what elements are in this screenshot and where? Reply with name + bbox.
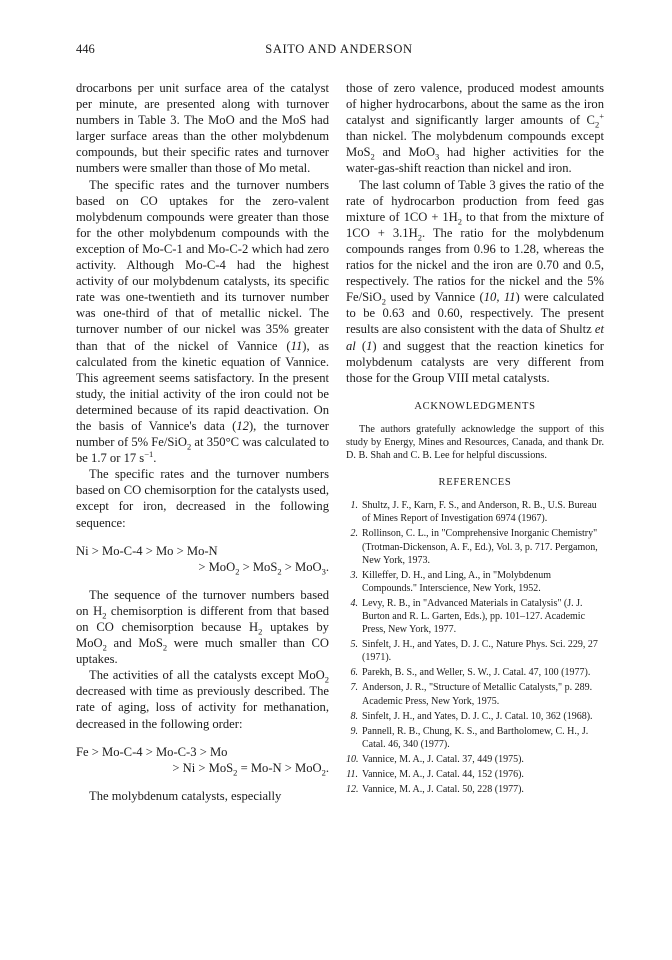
reference-item — [346, 569, 604, 595]
citation: 12 — [236, 418, 249, 433]
paragraph: The specific rates and the turnover numbers based on CO uptakes for the zero-valent molybdenum compounds were greater than those for the other molybdenum compounds with the exception of Mo-C-1 and Mo-C-2 which had zero activity. Although Mo-C-4 had the highest activity of our molybdenum catalysts, its specific rate was one-twentieth and its turnover number was one-third of that of metallic nickel. The turnover number of our nickel was 35% greater than that of the nickel of Vannice (11), as calculated from the kinetic equation of Vannice. This agreement seems satisfactory. In the present study, the initial activity of the iron could not be determined because of its rapid deactivation. On the basis of Vannice's data (12), the turnover number of 5% Fe/SiO$_2$ at 350°C was calculated to be 1.7 or 17 $s^{-1}$. — [76, 177, 330, 466]
paragraph: drocarbons per unit surface area of the catalyst per minute, are presented along with turnover numbers in Table 3. The MoO and the MoS had larger surface areas than the other molybdenum compounds, but their specific rates and turnover numbers were smaller than those of Mo metal. — [76, 81, 329, 176]
reference-number: 9. — [350, 725, 358, 737]
reference-text: Levy, R. B., in "Advanced Materials in Catalysis" (J. J. Burton and R. L. Garten, Eds.), pp. 101–127. Academic Press, New York, 1977. — [362, 597, 586, 636]
reference-item — [346, 638, 604, 664]
reference-text: Vannice, M. A., J. Catal. 50, 228 (1977). — [362, 784, 524, 796]
reference-item — [346, 499, 604, 525]
references-heading: REFERENCES — [438, 477, 512, 489]
citation: 1 — [366, 338, 373, 353]
reference-number: 10. — [346, 753, 359, 765]
reference-text: Pannell, R. B., Chung, K. S., and Bartholomew, C. H., J. Catal. 46, 340 (1977). — [362, 725, 589, 750]
reference-number: 3. — [350, 569, 358, 581]
reference-number: 1. — [350, 500, 358, 512]
reference-number: 11. — [346, 769, 358, 781]
reference-item — [346, 768, 604, 781]
paragraph: those of zero valence, produced modest amounts of higher hydrocarbons, about the same as the iron catalyst and significantly larger amounts of $C_2^+$ than nickel. The molybdenum compounds except MoS$_2$ and MoO$_3$ had higher activities for the water-gas-shift reaction than nickel and iron. — [346, 81, 604, 176]
references-list — [346, 499, 604, 796]
reference-item — [346, 783, 604, 796]
citation: 11 — [290, 338, 303, 353]
sequence-equation: Ni > Mo-C-4 > Mo > Mo-N > MoO$_2$ > MoS$_2$ > MoO$_3$. — [76, 543, 329, 577]
reference-number: 5. — [350, 639, 358, 651]
reference-item — [346, 527, 604, 566]
reference-text: Shultz, J. F., Karn, F. S., and Anderson, R. B., U.S. Bureau of Mines Report of Investigation 6974 (1967). — [362, 500, 597, 525]
reference-number: 7. — [350, 682, 358, 694]
reference-item — [346, 666, 604, 679]
reference-text: Rollinson, C. L., in "Comprehensive Inorganic Chemistry" (Trotman-Dickenson, A. F., Ed.), Vol. 3, p. 717. Pergamon, New York, 1973. — [362, 528, 598, 566]
reference-number: 2. — [350, 528, 358, 540]
reference-number: 8. — [350, 710, 358, 722]
reference-item — [346, 681, 604, 707]
paragraph: The sequence of the turnover numbers based on $H_2$ chemisorption is different from that based on CO chemisorption because $H_2$ uptakes by MoO$_2$ and MoS$_2$ were much smaller than CO uptakes. — [76, 587, 330, 667]
paragraph: The molybdenum catalysts, especially — [89, 788, 282, 803]
reference-text: Vannice, M. A., J. Catal. 37, 449 (1975). — [362, 753, 524, 765]
reference-item — [346, 753, 604, 766]
reference-number: 4. — [350, 597, 358, 609]
right-column — [346, 80, 604, 798]
running-head: SAITO AND ANDERSON — [265, 42, 413, 56]
citation: 10, 11 — [483, 290, 516, 305]
reference-number: 6. — [350, 667, 358, 679]
reference-item — [346, 710, 604, 723]
page-number: 446 — [76, 42, 95, 56]
paragraph: The last column of Table 3 gives the ratio of the rate of hydrocarbon production from feed gas mixture of $1CO + 1H_2$ to that from the mixture of $1CO + 3.1H_2$. The ratio for the molybdenum compounds ranges from 0.96 to 1.28, whereas the ratios for the nickel and the iron are 0.70 and 0.5, respectively. The ratios for the nickel and the 5% Fe/SiO$_2$ used by Vannice (10, 11) were calculated to be 0.63 and 0.60, respectively. The present results are also consistent with the data of Shultz et al (1) and suggest that the reaction kinetics for molybdenum catalysts are very different from those for the Group VIII metal catalysts. — [346, 177, 604, 385]
reference-text: Anderson, J. R., "Structure of Metallic Catalysts," p. 289. Academic Press, New York, 1975. — [362, 682, 593, 707]
acknowledgments-heading: ACKNOWLEDGMENTS — [414, 400, 536, 412]
reference-number: 12. — [346, 784, 359, 796]
reference-item — [346, 597, 604, 636]
left-column — [76, 80, 329, 804]
reference-item — [346, 725, 604, 751]
reference-text: Killeffer, D. H., and Ling, A., in "Molybdenum Compounds." Interscience, New York, 1952. — [362, 569, 552, 594]
paragraph: The specific rates and the turnover numbers based on CO chemisorption for the catalysts used, except for iron, decreased in the following sequence: — [76, 467, 329, 530]
acknowledgments-text: The authors gratefully acknowledge the support of this study by Energy, Mines and Resources, Canada, and thank Dr. D. B. Shah and C. B. Lee for helpful discussions. — [346, 423, 604, 462]
paragraph: The activities of all the catalysts except MoO$_2$ decreased with time as previously described. The rate of aging, loss of activity for methanation, decreased in the following order: — [76, 668, 329, 731]
sequence-equation: Fe > Mo-C-4 > Mo-C-3 > Mo > Ni > MoS$_2$ = Mo-N > MoO$_2$. — [76, 744, 329, 778]
reference-text: Sinfelt, J. H., and Yates, D. J. C., J. Catal. 10, 362 (1968). — [362, 710, 593, 722]
reference-text: Vannice, M. A., J. Catal. 44, 152 (1976). — [362, 769, 524, 781]
page-header — [76, 42, 602, 62]
reference-text: Sinfelt, J. H., and Yates, D. J. C., Nature Phys. Sci. 229, 27 (1971). — [362, 639, 598, 664]
reference-text: Parekh, B. S., and Weller, S. W., J. Catal. 47, 100 (1977). — [362, 667, 591, 679]
